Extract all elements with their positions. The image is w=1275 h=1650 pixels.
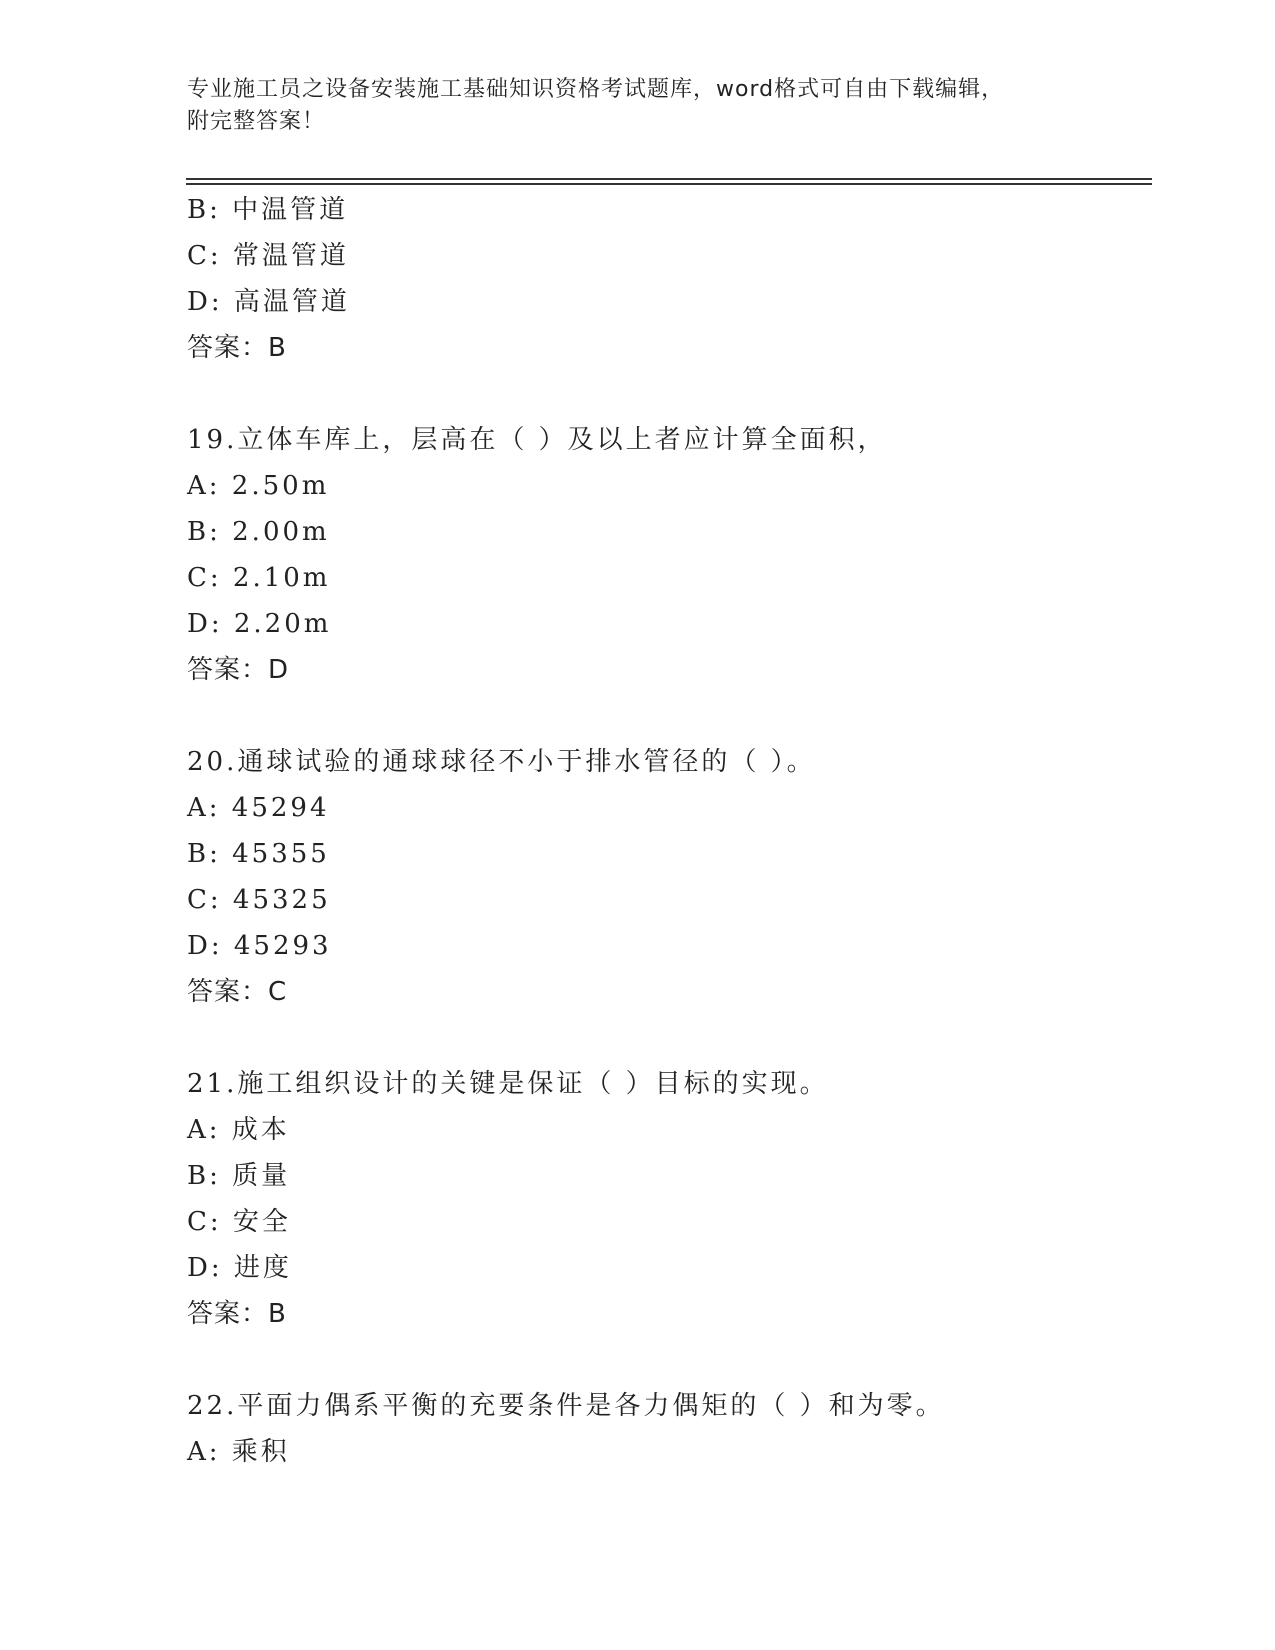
- q19-question: 19.立体车库上，层高在（ ）及以上者应计算全面积，: [187, 425, 887, 455]
- question-list: [187, 187, 1137, 1475]
- q19-answer: 答案：D: [187, 655, 290, 685]
- q21-answer: 答案：B: [187, 1299, 287, 1329]
- q20-option-d: D: 45293: [187, 931, 332, 961]
- q22-question: 22.平面力偶系平衡的充要条件是各力偶矩的（ ）和为零。: [187, 1391, 945, 1421]
- q21-question: 21.施工组织设计的关键是保证（ ）目标的实现。: [187, 1069, 829, 1099]
- q20-option-b: B: 45355: [187, 839, 330, 869]
- spacer: [187, 693, 1137, 739]
- q18-answer: 答案：B: [187, 333, 287, 363]
- q19-option-b: B: 2.00m: [187, 517, 330, 547]
- header-line-1: 专业施工员之设备安装施工基础知识资格考试题库，word格式可自由下载编辑，: [187, 77, 1005, 102]
- q19-option-c: C: 2.10m: [187, 563, 331, 593]
- q21-option-d: D: 进度: [187, 1253, 292, 1283]
- document-header: [187, 74, 1067, 138]
- q19-option-a: A: 2.50m: [187, 471, 330, 501]
- q18-option-d: D: 高温管道: [187, 287, 350, 317]
- spacer: [187, 1015, 1137, 1061]
- spacer: [187, 371, 1137, 417]
- q19-option-d: D: 2.20m: [187, 609, 332, 639]
- spacer: [187, 1337, 1137, 1383]
- header-rule-top: [186, 178, 1152, 180]
- q21-option-b: B: 质量: [187, 1161, 291, 1191]
- q20-question: 20.通球试验的通球球径不小于排水管径的（ ）。: [187, 747, 816, 777]
- header-rule-bottom: [186, 183, 1152, 185]
- q18-option-c: C: 常温管道: [187, 241, 349, 271]
- q20-answer: 答案：C: [187, 977, 288, 1007]
- q21-option-c: C: 安全: [187, 1207, 291, 1237]
- q18-option-b: B: 中温管道: [187, 195, 349, 225]
- q21-option-a: A: 成本: [187, 1115, 290, 1145]
- q20-option-c: C: 45325: [187, 885, 331, 915]
- q20-option-a: A: 45294: [187, 793, 330, 823]
- q22-option-a: A: 乘积: [187, 1437, 290, 1467]
- header-line-2: 附完整答案！: [187, 109, 326, 134]
